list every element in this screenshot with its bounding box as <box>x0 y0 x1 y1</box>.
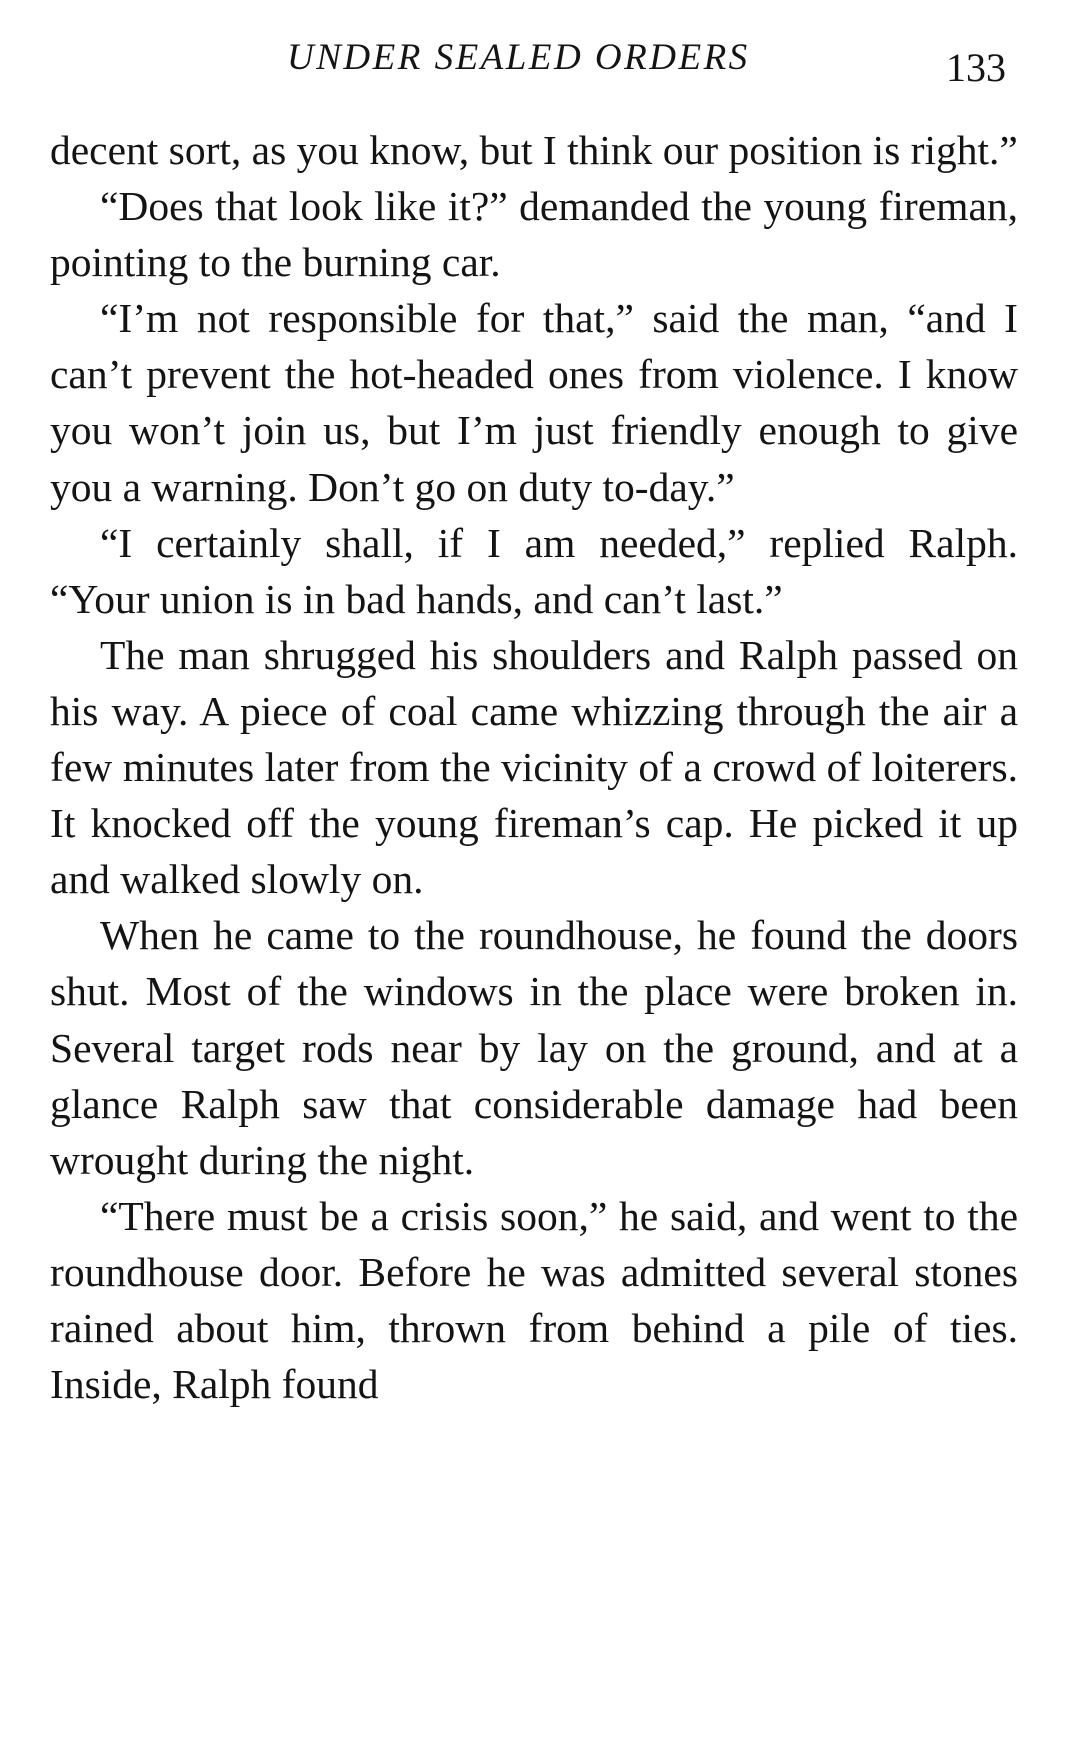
paragraph: “I’m not responsible for that,” said the man, “and I can’t prevent the hot-headed ones from violence. I know you won’t join us, but I’m just friendly enough to give you a warning. Don’t go on duty to-day.” <box>50 295 1018 510</box>
body-text <box>50 122 1018 1412</box>
page-number: 133 <box>946 45 1006 90</box>
paragraph: “Does that look like it?” demanded the young fireman, pointing to the burning car. <box>50 183 1018 286</box>
running-head <box>0 30 1085 90</box>
paragraph-continued: decent sort, as you know, but I think our position is right.” <box>50 127 1018 173</box>
paragraph: “There must be a crisis soon,” he said, and went to the roundhouse door. Before he was admitted several stones rained about him, thrown from behind a pile of ties. Inside, Ralph found <box>50 1192 1018 1408</box>
running-title: UNDER SEALED ORDERS <box>287 37 750 78</box>
paragraph: The man shrugged his shoulders and Ralph passed on his way. A piece of coal came whizzing through the air a few minutes later from the vicinity of a crowd of loiterers. It knocked off the young fireman’s cap. He picked it up and walked slowly on. <box>50 631 1018 903</box>
paragraph: “I certainly shall, if I am needed,” replied Ralph. “Your union is in bad hands, and can’t last.” <box>50 519 1018 622</box>
paragraph: When he came to the roundhouse, he found the doors shut. Most of the windows in the place were broken in. Several target rods near by lay on the ground, and at a glance Ralph saw that considerable damage had been wrought during the night. <box>50 912 1018 1183</box>
